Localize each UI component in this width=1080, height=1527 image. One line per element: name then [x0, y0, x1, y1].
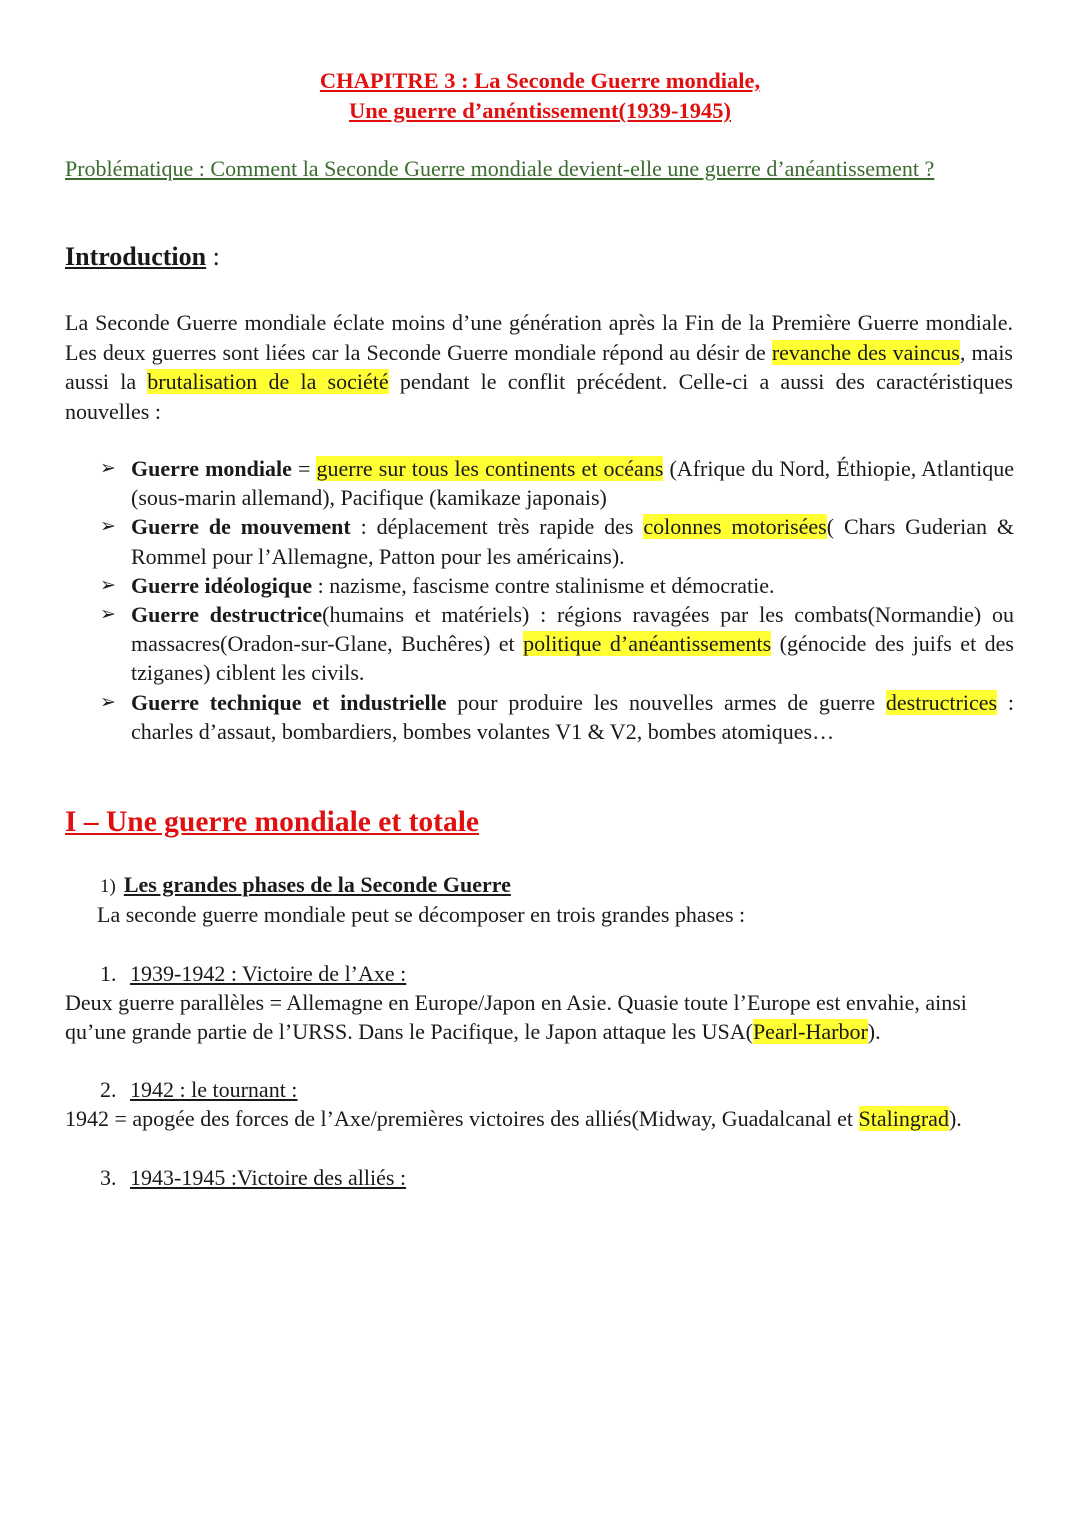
list-item — [100, 571, 1014, 600]
bullet-text: ( Chars Guderian & Rommel pour l’Allemagne, Patton pour les américains). — [131, 514, 1014, 569]
phase-2-description — [65, 1104, 1010, 1133]
phase-highlight: Pearl-Harbor — [752, 1019, 868, 1044]
list-item — [100, 512, 1014, 570]
bullet-label: Guerre de mouvement — [131, 514, 351, 540]
subsection-1-title: Les grandes phases de la Seconde Guerre — [123, 872, 511, 897]
bullet-highlight: politique d’anéantissements — [523, 631, 772, 657]
arrow-bullet-icon: ➢ — [100, 515, 116, 538]
bullet-label: Guerre mondiale — [131, 456, 292, 481]
phase-1-description — [65, 988, 1010, 1046]
bullet-text: (humains et matériels) : régions ravagées par les combats(Normandie) ou massacres(Oradon-sur-Glane, Buchêres) et — [131, 602, 1014, 657]
phase-text: ). — [867, 1019, 881, 1044]
intro-text-1: La Seconde Guerre mondiale éclate moins d’une génération après la Fin de la Première Guerre mondiale. Les deux guerres sont liées car la Seconde Guerre mondiale répond au désir de — [65, 310, 1013, 365]
bullet-label: Guerre destructrice — [131, 602, 323, 628]
chapter-title-line-2: Une guerre d’anéntissement(1939-1945) — [348, 98, 732, 123]
phase-2-heading — [100, 1075, 297, 1104]
intro-text-3: pendant le conflit précédent. Celle-ci a aussi des caractéristiques nouvelles : — [65, 369, 1013, 424]
bullet-text: = — [291, 456, 317, 481]
intro-highlight-2: brutalisation de la société — [147, 369, 389, 394]
bullet-label: Guerre technique et industrielle — [131, 689, 447, 715]
phase-highlight: Stalingrad — [858, 1106, 949, 1131]
phase-1-heading — [100, 959, 406, 988]
subsection-1-number: 1) — [100, 876, 116, 897]
arrow-bullet-icon: ➢ — [100, 457, 116, 479]
intro-text-2: , mais aussi la — [65, 339, 1013, 394]
phase-text: 1942 = apogée des forces de l’Axe/premières victoires des alliés(Midway, Guadalcanal et — [65, 1106, 859, 1131]
chapter-title-line-1: CHAPITRE 3 : La Seconde Guerre mondiale, — [319, 68, 761, 93]
bullet-text: : charles d’assaut, bombardiers, bombes volantes V1 & V2, bombes atomiques… — [131, 689, 1014, 744]
bullet-highlight: colonnes motorisées — [643, 514, 827, 540]
phase-3-heading — [100, 1163, 406, 1192]
phase-number: 3. — [100, 1165, 117, 1190]
phase-title: 1943-1945 :Victoire des alliés : — [130, 1165, 407, 1190]
list-item — [100, 454, 1014, 512]
phase-text: Deux guerre parallèles = Allemagne en Europe/Japon en Asie. Quasie toute l’Europe est envahie, ainsi qu’une grande partie de l’URSS. Dans le Pacifique, le Japon attaque les USA( — [65, 990, 967, 1044]
phase-title: 1942 : le tournant : — [130, 1077, 298, 1102]
bullet-highlight: guerre sur tous les continents et océans — [316, 456, 664, 481]
phase-title: 1939-1942 : Victoire de l’Axe : — [130, 961, 407, 986]
bullet-text: pour produire les nouvelles armes de guerre — [446, 689, 886, 715]
phase-text: ). — [948, 1106, 962, 1131]
phase-number: 1. — [100, 961, 117, 986]
intro-highlight-1: revanche des vaincus — [771, 339, 960, 365]
characteristics-list — [100, 454, 1014, 746]
arrow-bullet-icon: ➢ — [100, 603, 116, 626]
bullet-text: (Afrique du Nord, Éthiopie, Atlantique (sous-marin allemand), Pacifique (kamikaze japonais) — [131, 456, 1014, 511]
arrow-bullet-icon: ➢ — [100, 690, 116, 713]
bullet-text: : nazisme, fascisme contre stalinisme et démocratie. — [312, 572, 775, 598]
arrow-bullet-icon: ➢ — [100, 573, 116, 596]
bullet-label: Guerre idéologique — [131, 572, 313, 598]
section-1-heading: I – Une guerre mondiale et totale — [65, 806, 480, 838]
bullet-text: : déplacement très rapide des — [350, 514, 644, 540]
list-item — [100, 688, 1014, 746]
introduction-paragraph — [65, 308, 1013, 426]
introduction-heading-colon: : — [206, 242, 220, 271]
phase-number: 2. — [100, 1077, 117, 1102]
bullet-highlight: destructrices — [885, 689, 998, 715]
subsection-1-heading — [100, 872, 511, 898]
introduction-heading-text: Introduction — [65, 242, 207, 271]
subsection-1-intro: La seconde guerre mondiale peut se décomposer en trois grandes phases : — [97, 902, 746, 927]
introduction-heading — [65, 242, 220, 272]
problematique: Problématique : Comment la Seconde Guerre mondiale devient-elle une guerre d’anéantissement ? — [65, 156, 935, 181]
list-item — [100, 600, 1014, 688]
bullet-text: (génocide des juifs et des tziganes) ciblent les civils. — [131, 631, 1014, 686]
